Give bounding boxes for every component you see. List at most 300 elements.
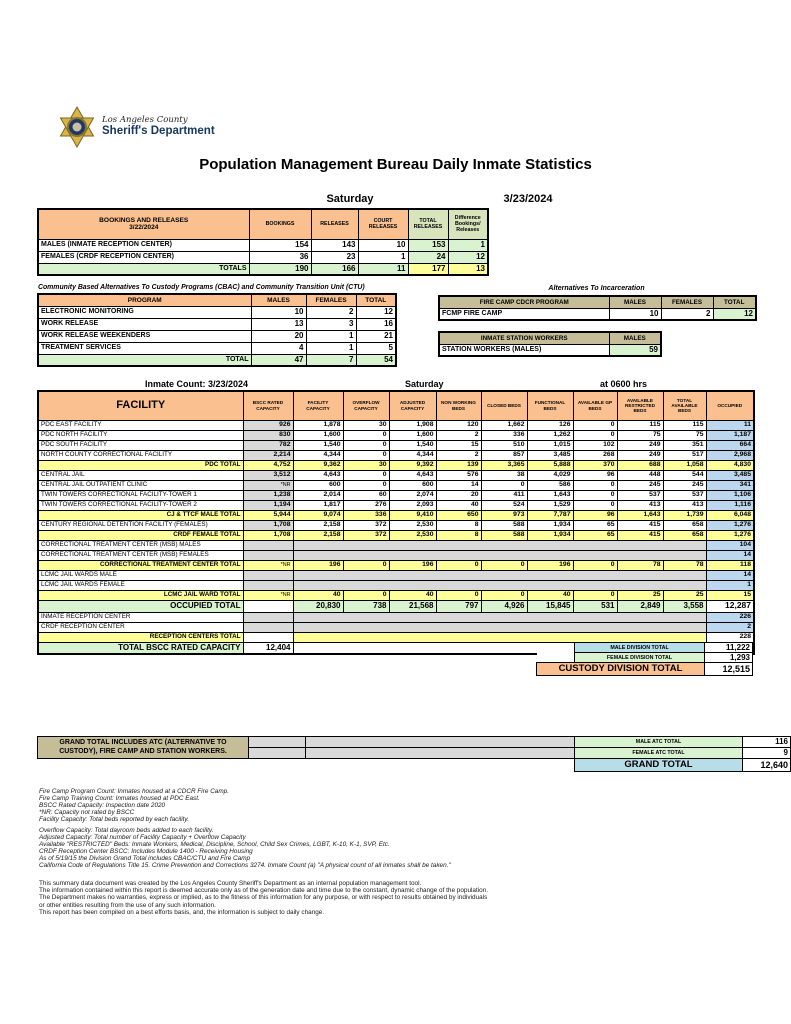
value-cell: 10 (251, 306, 306, 318)
value-cell: 190 (249, 263, 311, 275)
facility-label: PDC NORTH FACILITY (38, 430, 243, 440)
value-cell: 21 (356, 330, 396, 342)
value-cell: 0 (343, 470, 389, 480)
bscc-cell: 2,214 (243, 450, 293, 460)
value-cell: 249 (617, 450, 663, 460)
value-cell: 1,934 (527, 530, 573, 540)
value-cell: 510 (481, 440, 527, 450)
bscc-cell: 1,708 (243, 520, 293, 530)
value-cell: 1,529 (527, 500, 573, 510)
total-label: LCMC JAIL WARD TOTAL (38, 590, 243, 600)
value-cell: 415 (617, 530, 663, 540)
value-cell: 1,643 (527, 490, 573, 500)
facility-row (38, 470, 754, 480)
facility-label: TWIN TOWERS CORRECTIONAL FACILITY-TOWER 2 (38, 500, 243, 510)
spacer-cell (249, 737, 306, 748)
value-cell: 276 (343, 500, 389, 510)
value-cell: 857 (481, 450, 527, 460)
meta-day: Saturday (405, 379, 444, 389)
value-cell: 20 (436, 490, 481, 500)
value-cell: 544 (663, 470, 706, 480)
facility-label: CENTRAL JAIL OUTPATIENT CLINIC (38, 480, 243, 490)
value-cell: 2,158 (293, 530, 343, 540)
cbac-table (37, 293, 397, 367)
column-header: OCCUPIED (706, 391, 754, 420)
bscc-cell: *NR (243, 590, 293, 600)
column-header: FACILITY CAPACITY (293, 391, 343, 420)
value-cell: 586 (527, 480, 573, 490)
value-cell: 126 (527, 420, 573, 430)
value-cell: 30 (343, 420, 389, 430)
footnote-line: As of 5/19/15 the Division Grand Total includes CBAC/CTU and Fire Camp (39, 855, 251, 862)
value-cell: 249 (617, 440, 663, 450)
merged-cell (293, 570, 706, 580)
facility-row (38, 440, 754, 450)
fire-camp-table (438, 295, 757, 321)
value-cell: 688 (617, 460, 663, 470)
value-cell: 30 (343, 460, 389, 470)
footnote-line: CRDF Reception Center BSCC: Includes Module 1400 - Receiving Housing (39, 848, 253, 855)
fire-camp-row (439, 308, 756, 320)
grand-total-label: FEMALE ATC TOTAL (575, 748, 743, 759)
value-cell: 65 (573, 530, 617, 540)
total-label: CRDF FEMALE TOTAL (38, 530, 243, 540)
disclaimer (39, 880, 488, 916)
value-cell: 0 (573, 500, 617, 510)
value-cell: 15 (436, 440, 481, 450)
value-cell: 658 (663, 520, 706, 530)
value-cell: 40 (389, 590, 436, 600)
facility-label: CORRECTIONAL TREATMENT CENTER (MSB) FEMALES (38, 550, 243, 560)
value-cell: 531 (573, 600, 617, 612)
bookings-title-line1: BOOKINGS AND RELEASES (99, 216, 189, 224)
value-cell: 1,600 (389, 430, 436, 440)
column-header: INMATE STATION WORKERS (439, 332, 609, 344)
value-cell: 9,392 (389, 460, 436, 470)
value-cell: 413 (663, 500, 706, 510)
spacer-cell (537, 643, 575, 653)
total-row (38, 590, 754, 600)
value-cell: 245 (617, 480, 663, 490)
totals-label: TOTAL (38, 354, 251, 366)
facility-label: LCMC JAIL WARDS MALE (38, 570, 243, 580)
column-header: FUNCTIONAL BEDS (527, 391, 573, 420)
station-workers-row (439, 344, 661, 356)
facility-label: LCMC JAIL WARDS FEMALE (38, 580, 243, 590)
value-cell: 2,093 (389, 500, 436, 510)
value-cell: 5,888 (527, 460, 573, 470)
occupied-cell: 2 (706, 622, 754, 632)
value-cell: 517 (663, 450, 706, 460)
total-row (38, 460, 754, 470)
value-cell: 4,029 (527, 470, 573, 480)
footnotes (39, 788, 451, 869)
value-cell: 60 (343, 490, 389, 500)
value-cell: 21,568 (389, 600, 436, 612)
value-cell: 1,643 (617, 510, 663, 520)
occupied-cell: 226 (706, 612, 754, 622)
occupied-cell: 12,287 (706, 600, 754, 612)
value-cell: 973 (481, 510, 527, 520)
footnote-line: California Code of Regulations Title 15. Crime Prevention and Corrections 3274. Inmate Count (a) "A physical count of all inmates shall be taken." (39, 862, 451, 869)
column-header: TOTAL (356, 294, 396, 306)
spacer-cell (306, 748, 575, 759)
occupied-cell: 15 (706, 590, 754, 600)
value-cell: 537 (663, 490, 706, 500)
column-header: OVERFLOW CAPACITY (343, 391, 389, 420)
custody-division-total-row (537, 663, 753, 676)
value-cell: 115 (617, 420, 663, 430)
bscc-cell: 782 (243, 440, 293, 450)
value-cell: 196 (527, 560, 573, 570)
value-cell: 25 (617, 590, 663, 600)
value-cell: 54 (356, 354, 396, 366)
column-header: FACILITY (38, 391, 243, 420)
value-cell: 351 (663, 440, 706, 450)
column-header: MALES (609, 296, 661, 308)
value-cell: 24 (408, 251, 448, 263)
footnote-line: *NR: Capacity not rated by BSCC (39, 809, 135, 816)
column-header: AVAILABLE RESTRICTED BEDS (617, 391, 663, 420)
bscc-cell: 12,404 (243, 642, 293, 654)
footnote-line: Available "RESTRICTED" Beds: Inmate Workers, Medical, Discipline, School, Child Sex Crimes, LGBT, K-10, K-1, SVP, Etc. (39, 841, 390, 848)
bookings-row (38, 239, 488, 251)
column-header: FEMALES (306, 294, 356, 306)
footnote-line: Facility Capacity: Total beds reported by each facility. (39, 816, 189, 823)
value-cell: 9,074 (293, 510, 343, 520)
column-header: ADJUSTED CAPACITY (389, 391, 436, 420)
value-cell: 2,014 (293, 490, 343, 500)
value-cell: 4 (251, 342, 306, 354)
value-cell: 1,540 (389, 440, 436, 450)
occupied-cell: 1 (706, 580, 754, 590)
occupied-cell: 104 (706, 540, 754, 550)
facility-row (38, 540, 754, 550)
value-cell: 2 (661, 308, 713, 320)
value-cell: 40 (527, 590, 573, 600)
facility-label: CENTURY REGIONAL DETENTION FACILITY (FEMALES) (38, 520, 243, 530)
value-cell: 20,830 (293, 600, 343, 612)
station-workers-table (438, 331, 662, 357)
facility-table-meta (37, 379, 753, 390)
grand-total-value: 9 (743, 748, 791, 759)
value-cell: 0 (573, 430, 617, 440)
total-label: RECEPTION CENTERS TOTAL (38, 632, 243, 642)
row-label: WORK RELEASE (38, 318, 251, 330)
value-cell: 537 (617, 490, 663, 500)
cbac-row (38, 330, 396, 342)
value-cell: 143 (311, 239, 358, 251)
bookings-header-row (38, 209, 488, 239)
facility-row (38, 622, 754, 632)
column-header: AVAILABLE GP BEDS (573, 391, 617, 420)
column-header: CLOSED BEDS (481, 391, 527, 420)
value-cell: 177 (408, 263, 448, 275)
bscc-cell: 830 (243, 430, 293, 440)
value-cell: 4,643 (389, 470, 436, 480)
value-cell: 415 (617, 520, 663, 530)
facility-row (38, 612, 754, 622)
column-header: TOTAL (713, 296, 756, 308)
value-cell: 5 (356, 342, 396, 354)
value-cell: 3,365 (481, 460, 527, 470)
merged-cell (293, 612, 706, 622)
value-cell: 0 (343, 590, 389, 600)
merged-cell (293, 550, 706, 560)
column-header: PROGRAM (38, 294, 251, 306)
value-cell: 3 (306, 318, 356, 330)
facility-label: INMATE RECEPTION CENTER (38, 612, 243, 622)
division-total-value: 1,293 (705, 653, 753, 663)
value-cell: 1,739 (663, 510, 706, 520)
value-cell: 196 (389, 560, 436, 570)
value-cell: 1,662 (481, 420, 527, 430)
footnote-line: BSCC Rated Capacity: Inspection date 2020 (39, 802, 166, 809)
value-cell: 2,849 (617, 600, 663, 612)
value-cell: 25 (663, 590, 706, 600)
value-cell: 0 (573, 590, 617, 600)
facility-label: PDC SOUTH FACILITY (38, 440, 243, 450)
cbac-row (38, 306, 396, 318)
value-cell: 2,530 (389, 530, 436, 540)
facility-label: NORTH COUNTY CORRECTIONAL FACILITY (38, 450, 243, 460)
totals-label: TOTALS (38, 263, 249, 275)
value-cell: 196 (293, 560, 343, 570)
grand-total-label: GRAND TOTAL (575, 759, 743, 772)
bscc-cell: 3,512 (243, 470, 293, 480)
occupied-cell: 1,187 (706, 430, 754, 440)
value-cell: 0 (343, 450, 389, 460)
station-workers-header-row (439, 332, 661, 344)
occupied-cell: 664 (706, 440, 754, 450)
bscc-cell (243, 540, 293, 550)
grand-total-label: MALE ATC TOTAL (575, 737, 743, 748)
value-cell: 1,934 (527, 520, 573, 530)
footnote-line: Fire Camp Program Count: Inmates housed at a CDCR Fire Camp. (39, 788, 230, 795)
facility-label: PDC EAST FACILITY (38, 420, 243, 430)
value-cell: 8 (436, 520, 481, 530)
facility-table (37, 390, 755, 655)
spacer-cell (306, 737, 575, 748)
value-cell: 11 (358, 263, 408, 275)
column-header: NON WORKING BEDS (436, 391, 481, 420)
value-cell: 1,058 (663, 460, 706, 470)
value-cell: 10 (358, 239, 408, 251)
bscc-cell: 1,708 (243, 530, 293, 540)
bscc-cell: 926 (243, 420, 293, 430)
facility-row (38, 480, 754, 490)
cbac-row (38, 318, 396, 330)
cbac-row (38, 342, 396, 354)
row-label: MALES (INMATE RECEPTION CENTER) (38, 239, 249, 251)
value-cell: 2 (306, 306, 356, 318)
value-cell: 588 (481, 530, 527, 540)
cbac-header-row (38, 294, 396, 306)
value-cell: 0 (573, 490, 617, 500)
value-cell: 1,817 (293, 500, 343, 510)
total-label: CORRECTIONAL TREATMENT CENTER TOTAL (38, 560, 243, 570)
division-total-label: CUSTODY DIVISION TOTAL (537, 663, 705, 676)
value-cell: 738 (343, 600, 389, 612)
value-cell: 38 (481, 470, 527, 480)
value-cell: 75 (663, 430, 706, 440)
value-cell: 600 (389, 480, 436, 490)
facility-header-row (38, 391, 754, 420)
occupied-cell: 2,968 (706, 450, 754, 460)
merged-cell (293, 632, 706, 642)
row-label: FCMP FIRE CAMP (439, 308, 609, 320)
footnote-line: Adjusted Capacity: Total number of Facility Capacity + Overflow Capacity (39, 834, 246, 841)
bscc-cell (243, 632, 293, 642)
occupied-cell: 1,276 (706, 520, 754, 530)
column-header: RELEASES (311, 209, 358, 239)
value-cell: 245 (663, 480, 706, 490)
value-cell: 15,845 (527, 600, 573, 612)
bookings-title (38, 209, 249, 239)
value-cell: 0 (343, 480, 389, 490)
facility-label: CORRECTIONAL TREATMENT CENTER (MSB) MALES (38, 540, 243, 550)
occupied-cell: 6,048 (706, 510, 754, 520)
facility-label: CRDF RECEPTION CENTER (38, 622, 243, 632)
column-header: BOOKINGS (249, 209, 311, 239)
value-cell: 7 (306, 354, 356, 366)
column-header: Difference Bookings/ Releases (448, 209, 488, 239)
value-cell: 0 (343, 560, 389, 570)
value-cell: 1,540 (293, 440, 343, 450)
value-cell: 4,643 (293, 470, 343, 480)
value-cell: 1,262 (527, 430, 573, 440)
value-cell: 7,787 (527, 510, 573, 520)
value-cell: 23 (311, 251, 358, 263)
bscc-cell: *NR (243, 560, 293, 570)
column-header: FIRE CAMP CDCR PROGRAM (439, 296, 609, 308)
value-cell: 9,410 (389, 510, 436, 520)
value-cell: 2,158 (293, 520, 343, 530)
value-cell: 139 (436, 460, 481, 470)
bscc-cell (243, 612, 293, 622)
row-label: WORK RELEASE WEEKENDERS (38, 330, 251, 342)
value-cell: 1,878 (293, 420, 343, 430)
value-cell: 524 (481, 500, 527, 510)
disclaimer-line: or other entities resulting from the use of any such information. (39, 901, 216, 909)
value-cell: 2 (436, 430, 481, 440)
day-label: Saturday (326, 193, 374, 205)
facility-row (38, 520, 754, 530)
grand-total-value: 116 (743, 737, 791, 748)
facility-row (38, 570, 754, 580)
value-cell: 268 (573, 450, 617, 460)
division-total-value: 12,515 (705, 663, 753, 676)
value-cell: 20 (251, 330, 306, 342)
value-cell: 1,015 (527, 440, 573, 450)
occupied-cell: 228 (706, 632, 754, 642)
total-row (38, 560, 754, 570)
value-cell: 2,530 (389, 520, 436, 530)
value-cell: 16 (356, 318, 396, 330)
atc-total-row (38, 737, 791, 748)
value-cell: 797 (436, 600, 481, 612)
disclaimer-line: This report has been compiled on a best efforts basis, and, the information is subject to daily change. (39, 908, 325, 916)
column-header: MALES (251, 294, 306, 306)
merged-cell (293, 580, 706, 590)
total-row (38, 510, 754, 520)
logo-department: Sheriff's Department (102, 124, 215, 137)
value-cell: 120 (436, 420, 481, 430)
value-cell: 78 (663, 560, 706, 570)
bscc-cell (243, 570, 293, 580)
merged-cell (293, 540, 706, 550)
value-cell: 3,558 (663, 600, 706, 612)
bscc-cell (243, 580, 293, 590)
occupied-cell: 3,485 (706, 470, 754, 480)
value-cell: 336 (343, 510, 389, 520)
bscc-cell: 1,194 (243, 500, 293, 510)
footnote-line: Fire Camp Training Count: Inmates housed at PDC East. (39, 795, 200, 802)
row-label: TREATMENT SERVICES (38, 342, 251, 354)
bookings-table (37, 208, 489, 276)
bookings-title-line2: 3/22/2024 (129, 224, 159, 232)
value-cell: 8 (436, 530, 481, 540)
value-cell: 96 (573, 470, 617, 480)
occupied-cell: 11 (706, 420, 754, 430)
facility-label: TWIN TOWERS CORRECTIONAL FACILITY-TOWER 1 (38, 490, 243, 500)
column-header: FEMALES (661, 296, 713, 308)
facility-row (38, 500, 754, 510)
value-cell: 115 (663, 420, 706, 430)
sheriff-logo (58, 106, 215, 148)
value-cell: 1,600 (293, 430, 343, 440)
value-cell: 9,362 (293, 460, 343, 470)
value-cell: 12 (713, 308, 756, 320)
value-cell: 0 (481, 590, 527, 600)
logo-county: Los Angeles County (102, 115, 188, 126)
row-label: FEMALES (CRDF RECEPTION CENTER) (38, 251, 249, 263)
total-row (38, 530, 754, 540)
spacer-cell (249, 748, 306, 759)
inmate-count-label: Inmate Count: 3/23/2024 (145, 379, 249, 389)
page-title: Population Management Bureau Daily Inmate Statistics (199, 156, 592, 173)
occupied-cell: 1,106 (706, 490, 754, 500)
column-header: TOTAL RELEASES (408, 209, 448, 239)
bookings-row (38, 251, 488, 263)
value-cell: 0 (436, 560, 481, 570)
value-cell: 40 (293, 590, 343, 600)
logo-text (102, 116, 215, 138)
value-cell: 2 (436, 450, 481, 460)
bscc-cell: 4,752 (243, 460, 293, 470)
bscc-cell (243, 622, 293, 632)
value-cell: 576 (436, 470, 481, 480)
date-label: 3/23/2024 (503, 193, 553, 205)
value-cell: 0 (573, 420, 617, 430)
meta-time: at 0600 hrs (600, 379, 648, 389)
value-cell: 372 (343, 520, 389, 530)
occupied-cell: 14 (706, 550, 754, 560)
cbac-totals-row (38, 354, 396, 366)
row-label: ELECTRONIC MONITORING (38, 306, 251, 318)
division-total-row (537, 643, 753, 653)
sheriff-star-icon (58, 106, 96, 148)
facility-row (38, 420, 754, 430)
total-label: OCCUPIED TOTAL (38, 600, 243, 612)
facility-row (38, 580, 754, 590)
grand-total-value: 12,640 (743, 759, 791, 772)
value-cell: 4,344 (293, 450, 343, 460)
value-cell: 2,074 (389, 490, 436, 500)
value-cell: 40 (436, 500, 481, 510)
division-totals (536, 642, 753, 676)
facility-row (38, 430, 754, 440)
